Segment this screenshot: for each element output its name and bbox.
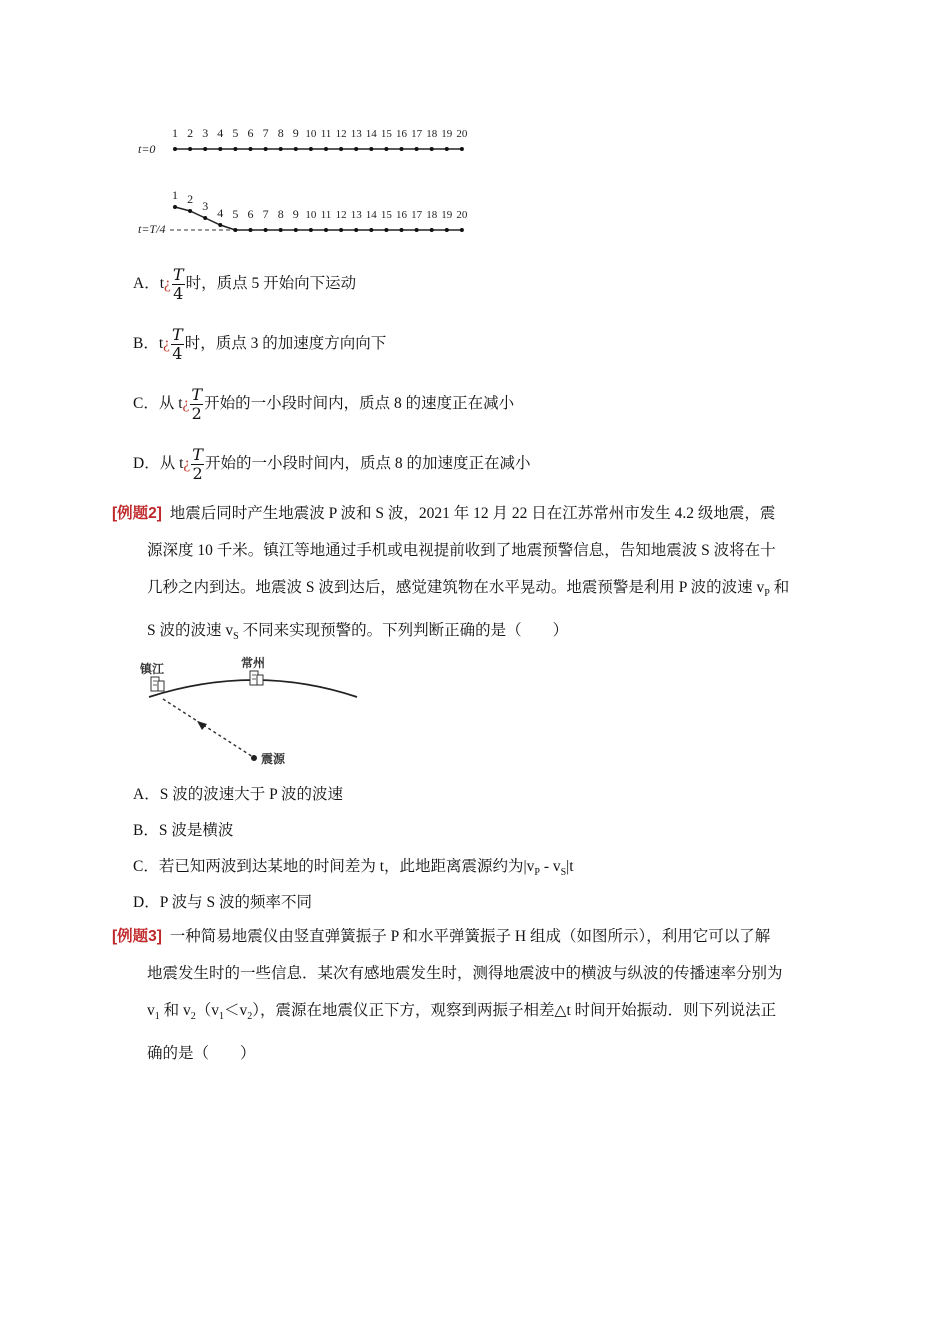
- row2-particle: [445, 228, 449, 232]
- row2-number: 19: [441, 209, 453, 221]
- earthquake-figure: [135, 645, 375, 775]
- row2-particle: [460, 228, 464, 232]
- row1-number: 14: [365, 128, 377, 140]
- row1-particle: [203, 147, 207, 151]
- row2-number: 14: [365, 209, 377, 221]
- fraction-numerator: T: [172, 325, 183, 344]
- fraction-denominator: 2: [192, 464, 203, 483]
- row2-particle: [279, 228, 283, 232]
- option-d-fraction: [191, 446, 204, 483]
- row2-particle: [384, 228, 388, 232]
- row1-particle: [173, 147, 177, 151]
- option-c-fraction: [190, 386, 203, 423]
- row2-particle: [324, 228, 328, 232]
- row1-particle: [460, 147, 464, 151]
- row2-number: 12: [335, 209, 347, 221]
- row1-number: 4: [217, 126, 224, 140]
- row1-particle: [384, 147, 388, 151]
- row2-number: 2: [187, 192, 194, 206]
- fraction-numerator: T: [191, 385, 203, 404]
- row1-particle: [369, 147, 373, 151]
- row2-particle: [294, 228, 298, 232]
- ex2-option-b[interactable]: B．S 波是横波: [133, 822, 234, 839]
- example3-line4: 确的是（ ）: [147, 1045, 256, 1063]
- row1-particle: [294, 147, 298, 151]
- row1-numbers: [172, 126, 468, 140]
- option-d-prefix: D．从 t: [133, 455, 184, 473]
- row2-number: 7: [262, 207, 269, 221]
- row1-number: 3: [202, 126, 209, 140]
- row2-number: 13: [350, 209, 362, 221]
- row2-number: 6: [247, 207, 254, 221]
- row2-number: 9: [292, 207, 299, 221]
- row2-number: 20: [456, 209, 468, 221]
- ex2-option-a[interactable]: A．S 波的波速大于 P 波的波速: [133, 786, 343, 803]
- row1-number: 12: [335, 128, 347, 140]
- row1-number: 6: [247, 126, 254, 140]
- option-b-fraction: [171, 326, 184, 363]
- fraction-denominator: 4: [173, 284, 184, 303]
- option-d[interactable]: [133, 446, 530, 483]
- example3-line2: 地震发生时的一些信息．某次有感地震发生时，测得地震波中的横波与纵波的传播速率分别为: [147, 965, 783, 982]
- row2-number: 18: [426, 209, 438, 221]
- row1-particle: [400, 147, 404, 151]
- option-b[interactable]: [133, 326, 386, 363]
- option-d-text: 开始的一小段时间内，质点 8 的加速度正在减小: [204, 455, 531, 473]
- row1-particle: [415, 147, 419, 151]
- row2-particle: [430, 228, 434, 232]
- ex2-option-d[interactable]: D．P 波与 S 波的频率不同: [133, 894, 312, 911]
- row1-number: 15: [380, 128, 392, 140]
- row1-number: 7: [262, 126, 269, 140]
- option-c-prefix: C．从 t: [133, 395, 183, 413]
- label-source: 震源: [261, 752, 286, 766]
- row1-particle: [445, 147, 449, 151]
- row1-particle: [430, 147, 434, 151]
- example2-line1: 地震后同时产生地震波 P 波和 S 波，2021 年 12 月 22 日在江苏常州市发生 4.2 级地震，震: [169, 505, 776, 522]
- row1-number: 10: [305, 128, 317, 140]
- row2-particle: [173, 205, 177, 209]
- changzhou-building-icon: [250, 671, 263, 685]
- example2-stem: [112, 495, 842, 655]
- row2-particle: [369, 228, 373, 232]
- wave-particle-figure: [130, 120, 480, 240]
- example2-line3: 几秒之内到达。地震波 S 波到达后，感觉建筑物在水平晃动。地震预警是利用 P 波的波速 $v_P$ 和: [147, 579, 790, 600]
- fraction-numerator: T: [172, 265, 184, 284]
- label-changzhou: 常州: [241, 656, 266, 670]
- row1-particle: [188, 147, 192, 151]
- row2-particle: [218, 223, 222, 227]
- row1-number: 8: [277, 126, 284, 140]
- row1-number: 9: [292, 126, 299, 140]
- row2-number: 5: [232, 207, 239, 221]
- row2-particle: [264, 228, 268, 232]
- option-a[interactable]: [133, 266, 356, 303]
- example2-line2: 源深度 10 千米。镇江等地通过手机或电视提前收到了地震预警信息，告知地震波 S 波将在十: [147, 542, 776, 559]
- fraction-denominator: 4: [172, 344, 183, 363]
- row2-number: 17: [411, 209, 423, 221]
- row1-number: 20: [456, 128, 468, 140]
- row1-particle: [218, 147, 222, 151]
- row2-particle: [400, 228, 404, 232]
- row1-number: 18: [426, 128, 438, 140]
- row2-particle: [249, 228, 253, 232]
- row2-number: 15: [380, 209, 392, 221]
- row2-particle: [203, 216, 207, 220]
- row1-particle: [354, 147, 358, 151]
- row2-time-label: t=T/4: [138, 222, 166, 236]
- fraction-numerator: T: [192, 445, 203, 464]
- row1-number: 5: [232, 126, 239, 140]
- row2-particle: [354, 228, 358, 232]
- source-dot: [251, 755, 257, 761]
- row1-particle: [233, 147, 237, 151]
- row1-time-label: t=0: [138, 142, 156, 156]
- option-a-fraction: [172, 266, 185, 303]
- row1-particle: [309, 147, 313, 151]
- fraction-denominator: 2: [191, 404, 202, 423]
- row1-number: 13: [350, 128, 362, 140]
- example3-line3: $v_1$ 和 $v_2(v_1<v_2)$，震源在地震仪正下方，观察到两振子相差△t 时间开始振动．则下列说法正: [147, 1002, 777, 1023]
- row2-number: 16: [396, 209, 407, 221]
- example3-line1: 一种简易地震仪由竖直弹簧振子 P 和水平弹簧振子 H 组成（如图所示），利用它可以了解: [169, 928, 771, 945]
- row1-particle: [339, 147, 343, 151]
- row2-particle: [188, 209, 192, 213]
- row1-particle: [264, 147, 268, 151]
- option-a-text: 时，质点 5 开始向下运动: [185, 275, 357, 293]
- row2-particle: [309, 228, 313, 232]
- row1-number: 19: [441, 128, 453, 140]
- option-b-prefix: B．t: [133, 335, 164, 353]
- row2-particle: [339, 228, 343, 232]
- row2-number: 3: [202, 199, 209, 213]
- row2-number: 1: [172, 188, 178, 202]
- row2-number: 10: [305, 209, 317, 221]
- row1-number: 16: [396, 128, 407, 140]
- row2-number: 8: [277, 207, 284, 221]
- row1-number: 17: [411, 128, 423, 140]
- zhenjiang-building-icon: [151, 677, 164, 691]
- option-d-glyph: ¿: [183, 455, 191, 473]
- example3-tag: [例题3]: [112, 928, 162, 945]
- row1-number: 1: [172, 126, 178, 140]
- ex2-option-c[interactable]: C．若已知两波到达某地的时间差为 t，此地距离震源约为$|v_P - v_S|t$: [133, 858, 574, 879]
- row2-number: 4: [217, 206, 224, 220]
- label-zhenjiang: 镇江: [140, 662, 165, 676]
- row1-particle: [249, 147, 253, 151]
- example2-line4: S 波的波速 $v_S$ 不同来实现预警的。下列判断正确的是（ ）: [147, 622, 569, 643]
- row1-number: 11: [320, 128, 332, 140]
- row1-particle: [324, 147, 328, 151]
- row2-particle: [233, 228, 237, 232]
- option-c-glyph: ¿: [182, 395, 190, 413]
- option-c[interactable]: [133, 386, 514, 423]
- option-b-text: 时，质点 3 的加速度方向向下: [184, 335, 387, 353]
- option-a-prefix: A．t: [133, 275, 165, 293]
- option-c-text: 开始的一小段时间内，质点 8 的速度正在减小: [204, 395, 515, 413]
- row2-numbers: [172, 188, 468, 221]
- option-a-glyph: ¿: [164, 275, 171, 293]
- row1-particle: [279, 147, 283, 151]
- row2-number: 11: [320, 209, 332, 221]
- arrow-head-icon: [197, 721, 207, 730]
- example2-tag: [例题2]: [112, 505, 162, 522]
- option-b-glyph: ¿: [163, 335, 171, 353]
- row1-number: 2: [187, 126, 194, 140]
- wave-path-dashed: [163, 699, 253, 757]
- example3-stem: [112, 918, 842, 1072]
- row2-particle: [415, 228, 419, 232]
